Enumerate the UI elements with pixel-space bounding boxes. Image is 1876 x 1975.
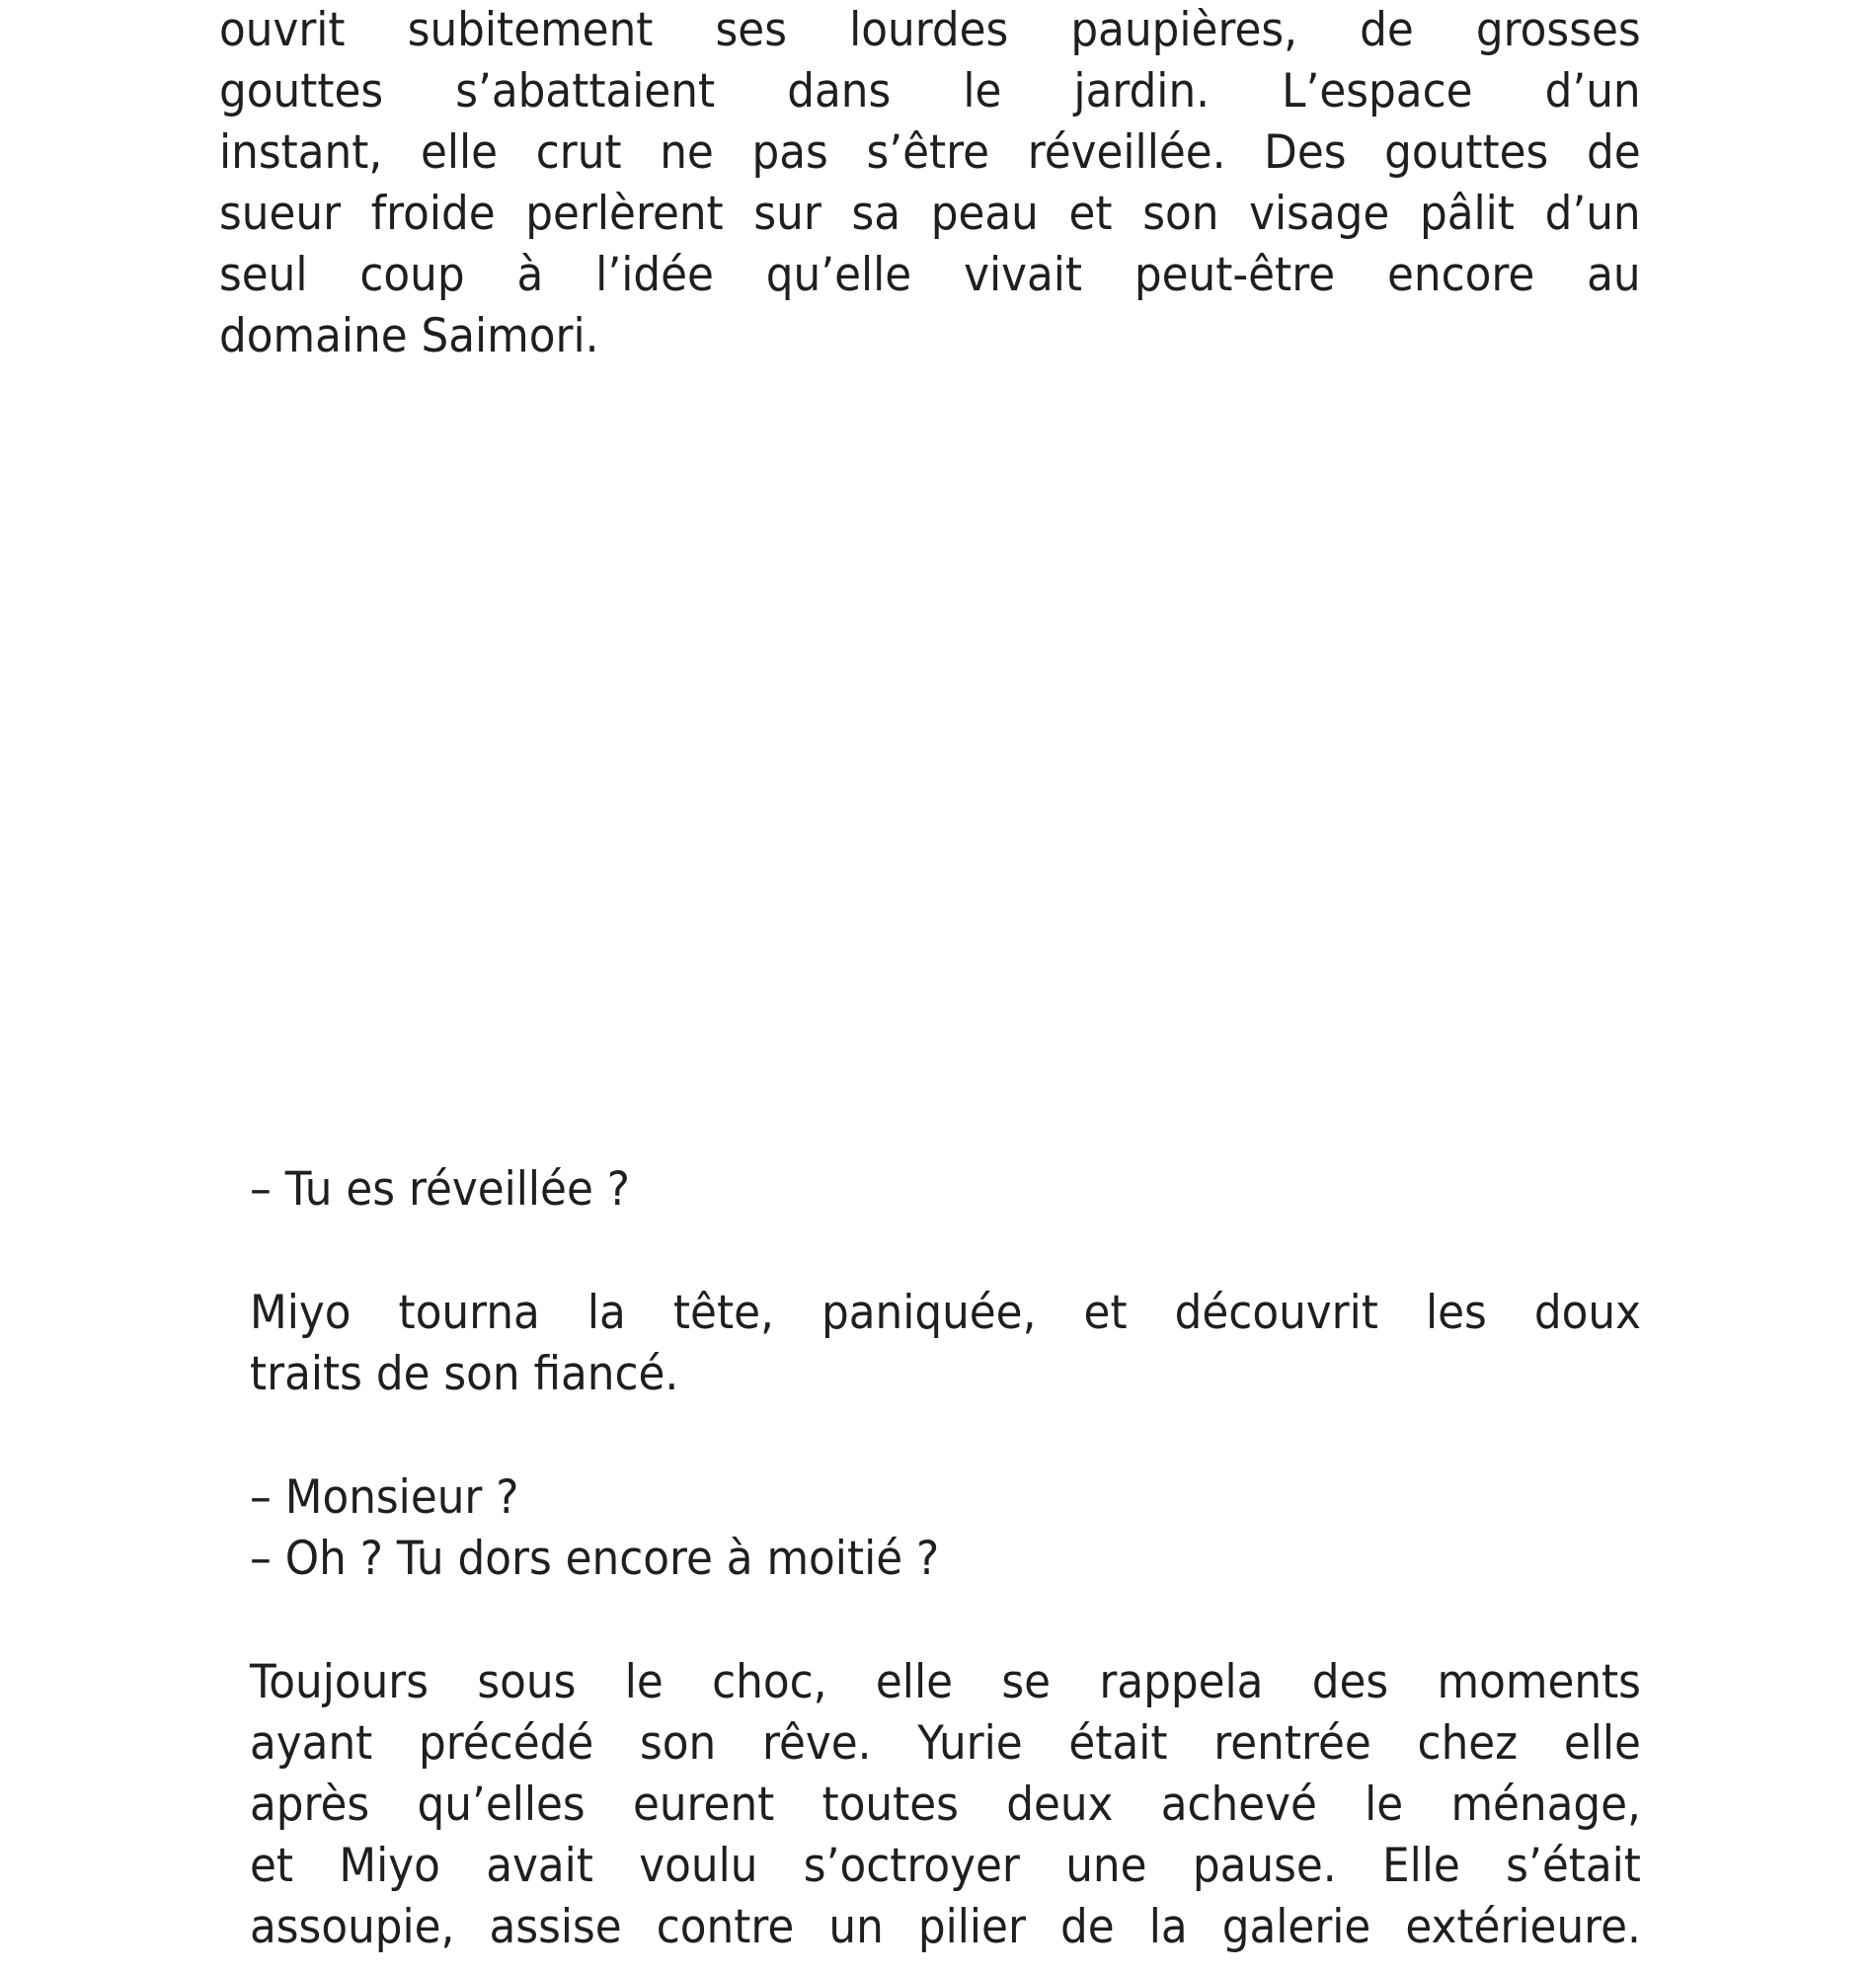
text-line: et Miyo avait voulu s’octroyer une pause. Elle s’était (250, 1839, 1641, 1893)
text-line: ouvrit subitement ses lourdes paupières, de grosses (219, 3, 1641, 57)
text-line: traits de son fiancé. (250, 1347, 679, 1401)
text-line: assoupie, assise contre un pilier de la galerie extérieure. (250, 1900, 1641, 1954)
text-line: après qu’elles eurent toutes deux achevé le ménage, (250, 1778, 1641, 1832)
dialogue-line: – Tu es réveillée ? (250, 1162, 630, 1217)
text-line: ayant précédé son rêve. Yurie était rentrée chez elle (250, 1716, 1641, 1771)
text-line: seul coup à l’idée qu’elle vivait peut-être encore au (219, 248, 1641, 302)
text-line: sueur froide perlèrent sur sa peau et son visage pâlit d’un (219, 187, 1641, 241)
text-line: gouttes s’abattaient dans le jardin. L’espace d’un (219, 64, 1641, 118)
text-line: domaine Saimori. (219, 309, 599, 363)
text-line: Miyo tourna la tête, paniquée, et découvrit les doux (250, 1286, 1641, 1340)
dialogue-line: – Monsieur ? (250, 1470, 519, 1525)
dialogue-line: – Oh ? Tu dors encore à moitié ? (250, 1532, 940, 1586)
text-line: Toujours sous le choc, elle se rappela des moments (250, 1655, 1641, 1709)
text-line: instant, elle crut ne pas s’être réveillée. Des gouttes de (219, 125, 1641, 180)
